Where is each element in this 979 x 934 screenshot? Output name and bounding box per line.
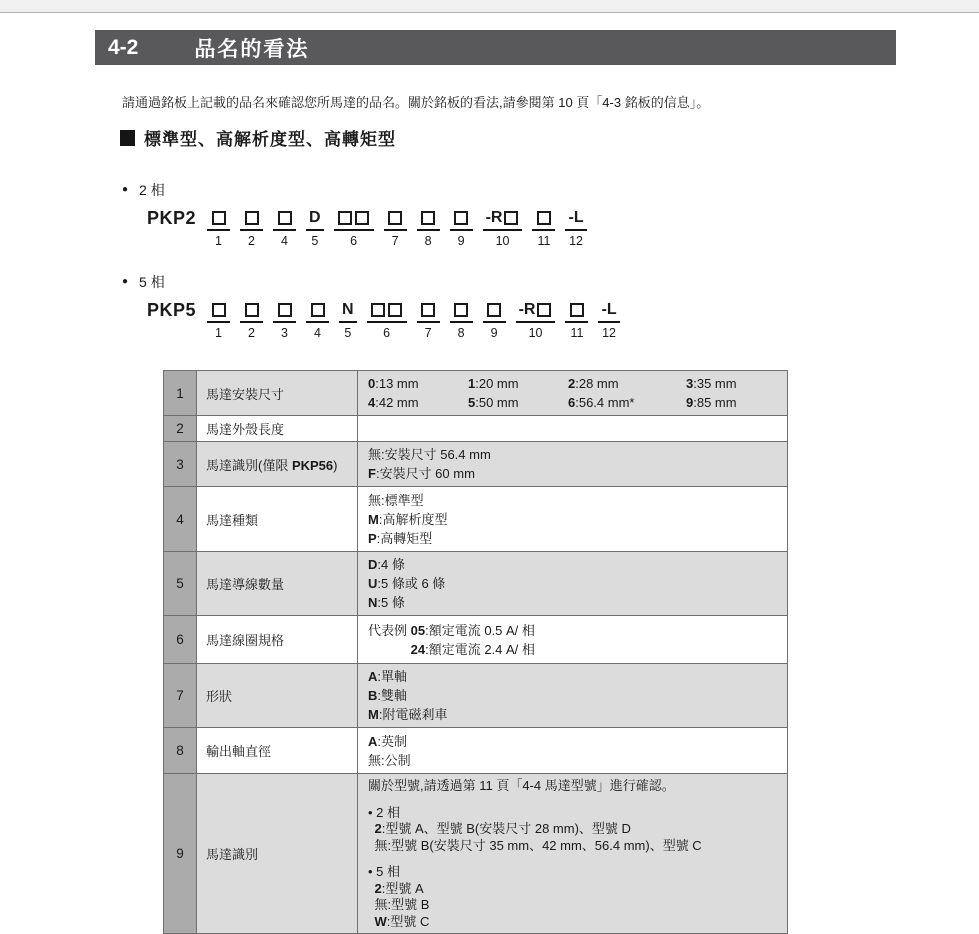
row-label-cell: 馬達外殼長度 xyxy=(197,416,358,442)
code-box-icon xyxy=(278,303,292,317)
row-label-cell: 馬達種類 xyxy=(197,487,358,552)
row-value-cell xyxy=(358,774,788,934)
phase-section-5相 xyxy=(122,272,630,340)
row-number-cell: 8 xyxy=(164,728,197,774)
value-item: 1:20 mm xyxy=(468,376,519,391)
section-number: 4-2 xyxy=(108,35,139,59)
model-code-row xyxy=(147,207,597,248)
code-segment xyxy=(240,299,263,340)
code-segment-value xyxy=(450,207,473,231)
row-value-cell xyxy=(358,664,788,728)
phase-section-2相 xyxy=(122,180,597,248)
code-segment xyxy=(384,207,407,248)
code-segment-value xyxy=(483,207,523,231)
code-segment xyxy=(450,207,473,248)
code-box-icon xyxy=(311,303,325,317)
code-segment-value xyxy=(273,207,296,231)
code-segment-number: 2 xyxy=(248,234,255,248)
code-segment-number: 1 xyxy=(215,234,222,248)
value-item: 9:85 mm xyxy=(686,395,737,410)
value-line: F:安裝尺寸 60 mm xyxy=(368,466,475,481)
page-top-edge xyxy=(0,0,979,13)
row-value-cell xyxy=(358,442,788,487)
code-segment-value xyxy=(240,207,263,231)
subsection-heading-text: 標準型、高解析度型、高轉矩型 xyxy=(144,130,396,149)
code-segment xyxy=(417,299,440,340)
code-segment-value xyxy=(598,299,619,323)
code-segment xyxy=(565,207,586,248)
row-label-cell: 輸出軸直徑 xyxy=(197,728,358,774)
code-segment-number: 4 xyxy=(281,234,288,248)
code-segment xyxy=(273,299,296,340)
model-prefix: PKP2 xyxy=(147,208,197,228)
code-segment-value xyxy=(306,207,324,231)
code-segment-value xyxy=(483,299,506,323)
table-row-1 xyxy=(164,371,788,416)
row-value-cell xyxy=(358,616,788,664)
value-line: 24:額定電流 2.4 A/ 相 xyxy=(410,641,535,657)
code-letter: -R xyxy=(485,209,503,226)
row-label-cell: 馬達識別 xyxy=(197,774,358,934)
row-value-cell xyxy=(358,487,788,552)
row-number-cell: 7 xyxy=(164,664,197,728)
table-row-5 xyxy=(164,552,788,616)
value-line: M:高解析度型 xyxy=(368,511,448,527)
code-letter: N xyxy=(342,301,354,318)
value-line: P:高轉矩型 xyxy=(368,530,433,546)
code-segment xyxy=(516,299,556,340)
code-segment-number: 8 xyxy=(424,234,432,248)
phase-label-text: 2 相 xyxy=(139,182,165,198)
code-segment-number: 6 xyxy=(383,326,391,340)
code-segment-number: 3 xyxy=(281,326,288,340)
code-segment xyxy=(306,207,324,248)
code-segment-value xyxy=(417,299,440,323)
value-item: 5:50 mm xyxy=(468,395,519,410)
value-item: 0:13 mm xyxy=(368,376,419,391)
table-row-8 xyxy=(164,728,788,774)
value-line: 關於型號,請透過第 11 頁「4-4 馬達型號」進行確認。 xyxy=(368,778,675,793)
code-segment xyxy=(207,299,230,340)
code-segment-number: 11 xyxy=(537,234,551,248)
code-segment-number: 2 xyxy=(248,326,255,340)
code-segment-number: 4 xyxy=(314,326,321,340)
value-grid xyxy=(368,374,779,412)
code-box-icon xyxy=(570,303,584,317)
code-segment xyxy=(240,207,263,248)
row-value-cell xyxy=(358,728,788,774)
code-segment xyxy=(273,207,296,248)
code-segment xyxy=(207,207,230,248)
value-line: 無:型號 B xyxy=(368,897,430,912)
table-row-6 xyxy=(164,616,788,664)
value-line: • 5 相 xyxy=(368,864,401,879)
code-box-icon xyxy=(212,303,226,317)
code-segment-number: 10 xyxy=(528,326,543,340)
value-item: 3:35 mm xyxy=(686,376,737,391)
value-line: 無:標準型 xyxy=(368,492,424,508)
code-letter: -R xyxy=(518,301,536,318)
code-segment-value xyxy=(516,299,556,323)
code-letter: -L xyxy=(601,301,617,318)
table-row-2 xyxy=(164,416,788,442)
code-segment-value xyxy=(565,299,588,323)
value-line: W:型號 C xyxy=(374,913,430,929)
code-segment-number: 1 xyxy=(215,326,222,340)
code-box-icon xyxy=(278,211,292,225)
table-row-4 xyxy=(164,487,788,552)
value-line: 無:型號 B(安裝尺寸 35 mm、42 mm、56.4 mm)、型號 C xyxy=(368,837,702,853)
row-number-cell: 1 xyxy=(164,371,197,416)
value-line: 2:型號 A xyxy=(374,880,424,896)
code-letter: -L xyxy=(568,209,584,226)
code-box-icon xyxy=(245,211,259,225)
model-prefix: PKP5 xyxy=(147,300,197,320)
code-segment xyxy=(483,299,506,340)
row-label-cell: 形狀 xyxy=(197,664,358,728)
code-box-icon xyxy=(388,303,402,317)
value-line: 無:公制 xyxy=(368,752,411,768)
code-segment-value xyxy=(339,299,357,323)
row-label-cell: 馬達安裝尺寸 xyxy=(197,371,358,416)
row-value-cell xyxy=(358,416,788,442)
row-number-cell: 4 xyxy=(164,487,197,552)
bullet-icon: ● xyxy=(122,184,129,195)
subsection-heading xyxy=(120,125,396,150)
code-segment-value xyxy=(306,299,329,323)
code-letter: D xyxy=(309,209,321,226)
code-box-icon xyxy=(454,211,468,225)
code-segment xyxy=(339,299,357,340)
code-segment-number: 11 xyxy=(570,326,584,340)
code-box-icon xyxy=(245,303,259,317)
code-box-icon xyxy=(504,211,518,225)
table-row-7 xyxy=(164,664,788,728)
code-segment-number: 10 xyxy=(495,234,510,248)
value-line: D:4 條 xyxy=(368,557,405,572)
code-segment-value xyxy=(273,299,296,323)
table-row-3 xyxy=(164,442,788,487)
code-box-icon xyxy=(421,303,435,317)
code-segment-value xyxy=(367,299,407,323)
code-segment-value xyxy=(240,299,263,323)
phase-label xyxy=(122,272,630,292)
row-value-cell xyxy=(358,371,788,416)
code-box-icon xyxy=(537,211,551,225)
code-segment-number: 9 xyxy=(457,234,465,248)
code-segment-number: 7 xyxy=(424,326,432,340)
code-segment xyxy=(334,207,374,248)
code-box-icon xyxy=(487,303,501,317)
code-segment xyxy=(565,299,588,340)
row-label-cell: 馬達識別(僅限 PKP56) xyxy=(197,442,358,487)
value-line: 無:安裝尺寸 56.4 mm xyxy=(368,447,491,462)
code-segment xyxy=(450,299,473,340)
value-item: 6:56.4 mm* xyxy=(568,395,635,410)
code-box-icon xyxy=(371,303,385,317)
code-segment-number: 8 xyxy=(457,326,465,340)
section-title: 品名的看法 xyxy=(194,37,310,61)
code-segment-value xyxy=(207,207,230,231)
code-segment xyxy=(532,207,555,248)
code-segment xyxy=(367,299,407,340)
code-segment-value xyxy=(334,207,374,231)
code-segment-value xyxy=(450,299,473,323)
row-number-cell: 6 xyxy=(164,616,197,664)
code-box-icon xyxy=(388,211,402,225)
code-box-icon xyxy=(338,211,352,225)
code-box-icon xyxy=(355,211,369,225)
section-header-bar xyxy=(95,30,896,65)
code-segment-value xyxy=(384,207,407,231)
value-item: 4:42 mm xyxy=(368,395,419,410)
code-segment-number: 7 xyxy=(391,234,399,248)
row-number-cell: 2 xyxy=(164,416,197,442)
code-segment-number: 12 xyxy=(602,326,616,340)
value-line: M:附電磁剎車 xyxy=(368,707,448,722)
row-number-cell: 3 xyxy=(164,442,197,487)
heading-square-icon xyxy=(120,130,135,146)
model-code-row xyxy=(147,299,630,340)
code-segment xyxy=(306,299,329,340)
table-row-9 xyxy=(164,774,788,934)
value-line: A:英制 xyxy=(368,733,408,749)
value-line: A:單軸 xyxy=(368,669,408,684)
code-segment-number: 9 xyxy=(490,326,498,340)
code-segment-number: 6 xyxy=(350,234,358,248)
value-line: U:5 條或 6 條 xyxy=(368,576,446,591)
code-segment-number: 5 xyxy=(311,234,319,248)
code-box-icon xyxy=(454,303,468,317)
code-box-icon xyxy=(212,211,226,225)
code-segment-number: 5 xyxy=(344,326,352,340)
code-segment xyxy=(483,207,523,248)
bullet-icon: ● xyxy=(122,276,129,287)
code-segment-value xyxy=(417,207,440,231)
code-segment xyxy=(417,207,440,248)
row-value-cell xyxy=(358,552,788,616)
row-number-cell: 9 xyxy=(164,774,197,934)
phase-label xyxy=(122,180,597,200)
row-number-cell: 5 xyxy=(164,552,197,616)
model-code-legend-table xyxy=(163,370,788,934)
value-item: 2:28 mm xyxy=(568,376,619,391)
phase-label-text: 5 相 xyxy=(139,274,165,290)
code-segment-number: 12 xyxy=(569,234,583,248)
value-line: 2:型號 A、型號 B(安裝尺寸 28 mm)、型號 D xyxy=(374,821,631,836)
code-box-icon xyxy=(421,211,435,225)
code-segment-value xyxy=(565,207,586,231)
value-line: B:雙軸 xyxy=(368,688,408,703)
row-label-cell: 馬達線圈規格 xyxy=(197,616,358,664)
code-box-icon xyxy=(537,303,551,317)
row-label-cell: 馬達導線數量 xyxy=(197,552,358,616)
intro-paragraph: 請通過銘板上記載的品名來確認您所馬達的品名。關於銘板的看法,請參閱第 10 頁「4-3 銘板的信息」。 xyxy=(122,95,710,110)
code-segment xyxy=(598,299,619,340)
code-segment-value xyxy=(207,299,230,323)
value-line: • 2 相 xyxy=(368,804,401,820)
value-line: N:5 條 xyxy=(368,595,405,610)
value-line: 代表例 05:額定電流 0.5 A/ 相 xyxy=(368,622,535,638)
code-segment-value xyxy=(532,207,555,231)
